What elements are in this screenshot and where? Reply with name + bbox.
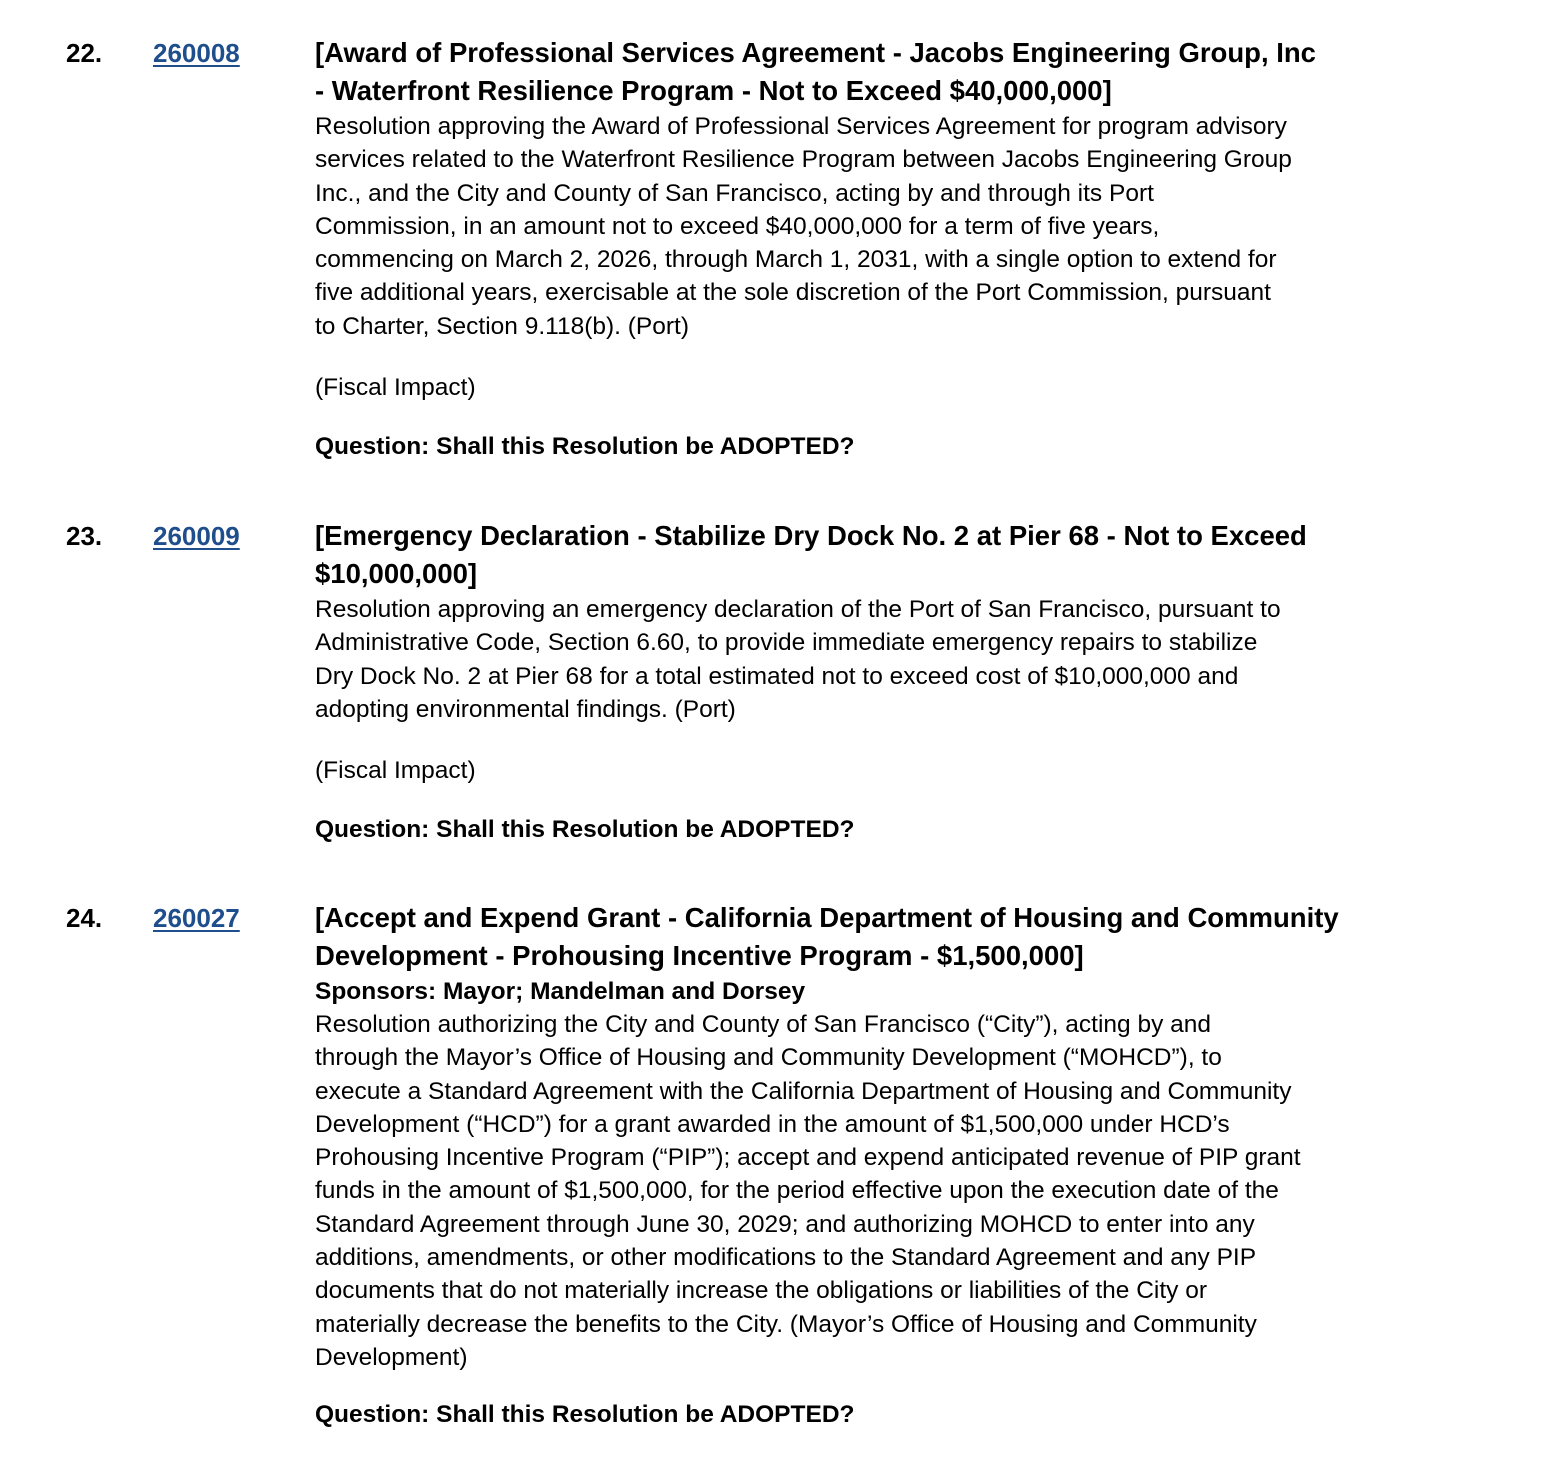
title-line: Development - Prohousing Incentive Program - $1,500,000]	[315, 940, 1084, 971]
title-line: [Accept and Expend Grant - California Department of Housing and Community	[315, 902, 1339, 933]
file-number-link[interactable]: 260008	[153, 38, 240, 68]
description-line: Inc., and the City and County of San Francisco, acting by and through its Port	[315, 179, 1154, 207]
item-number: 22.	[66, 38, 103, 68]
description-line: Prohousing Incentive Program (“PIP”); accept and expend anticipated revenue of PIP grant	[315, 1144, 1301, 1172]
title-line: $10,000,000]	[315, 558, 478, 589]
description-line: through the Mayor’s Office of Housing and Community Development (“MOHCD”), to	[315, 1044, 1222, 1072]
adoption-question: Question: Shall this Resolution be ADOPTED?	[315, 816, 855, 844]
description-line: adopting environmental findings. (Port)	[315, 695, 736, 723]
title-line: [Emergency Declaration - Stabilize Dry Dock No. 2 at Pier 68 - Not to Exceed	[315, 520, 1307, 551]
item-content	[315, 517, 1465, 846]
item-number: 24.	[66, 903, 103, 933]
description-line: Administrative Code, Section 6.60, to provide immediate emergency repairs to stabilize	[315, 629, 1258, 657]
item-number: 23.	[66, 521, 103, 551]
item-content	[315, 899, 1465, 1431]
description-line: Resolution approving an emergency declaration of the Port of San Francisco, pursuant to	[315, 596, 1281, 623]
item-description	[315, 110, 1465, 343]
item-title	[315, 34, 1465, 110]
description-line: to Charter, Section 9.118(b). (Port)	[315, 312, 690, 340]
adoption-question: Question: Shall this Resolution be ADOPTED?	[315, 1401, 855, 1429]
description-line: Development (“HCD”) for a grant awarded in the amount of $1,500,000 under HCD’s	[315, 1110, 1230, 1138]
description-line: funds in the amount of $1,500,000, for the period effective upon the execution date of the	[315, 1177, 1279, 1205]
description-line: documents that do not materially increase the obligations or liabilities of the City or	[315, 1277, 1207, 1305]
fiscal-impact-note: (Fiscal Impact)	[315, 757, 476, 785]
item-title	[315, 899, 1465, 975]
file-number-link[interactable]: 260027	[153, 903, 240, 933]
description-line: services related to the Waterfront Resilience Program between Jacobs Engineering Group	[315, 146, 1292, 174]
description-line: commencing on March 2, 2026, through March 1, 2031, with a single option to extend for	[315, 246, 1277, 274]
description-line: Resolution approving the Award of Professional Services Agreement for program advisory	[315, 113, 1287, 140]
description-line: additions, amendments, or other modifications to the Standard Agreement and any PIP	[315, 1244, 1257, 1272]
title-line: [Award of Professional Services Agreement - Jacobs Engineering Group, Inc	[315, 37, 1316, 68]
description-line: Resolution authorizing the City and County of San Francisco (“City”), acting by and	[315, 1011, 1212, 1038]
description-line: Standard Agreement through June 30, 2029; and authorizing MOHCD to enter into any	[315, 1210, 1255, 1238]
fiscal-impact-note: (Fiscal Impact)	[315, 374, 476, 402]
title-line: - Waterfront Resilience Program - Not to Exceed $40,000,000]	[315, 75, 1112, 106]
adoption-question: Question: Shall this Resolution be ADOPTED?	[315, 433, 855, 461]
item-description	[315, 1008, 1465, 1374]
description-line: Commission, in an amount not to exceed $40,000,000 for a term of five years,	[315, 212, 1160, 240]
item-content	[315, 34, 1465, 463]
description-line: Dry Dock No. 2 at Pier 68 for a total estimated not to exceed cost of $10,000,000 and	[315, 662, 1239, 690]
description-line: execute a Standard Agreement with the California Department of Housing and Community	[315, 1077, 1292, 1105]
description-line: materially decrease the benefits to the City. (Mayor’s Office of Housing and Community	[315, 1310, 1257, 1338]
description-line: Development)	[315, 1343, 468, 1371]
item-sponsors: Sponsors: Mayor; Mandelman and Dorsey	[315, 978, 806, 1005]
description-line: five additional years, exercisable at the sole discretion of the Port Commission, pursuant	[315, 279, 1271, 307]
item-title	[315, 517, 1465, 593]
item-description	[315, 593, 1465, 726]
file-number-link[interactable]: 260009	[153, 521, 240, 551]
